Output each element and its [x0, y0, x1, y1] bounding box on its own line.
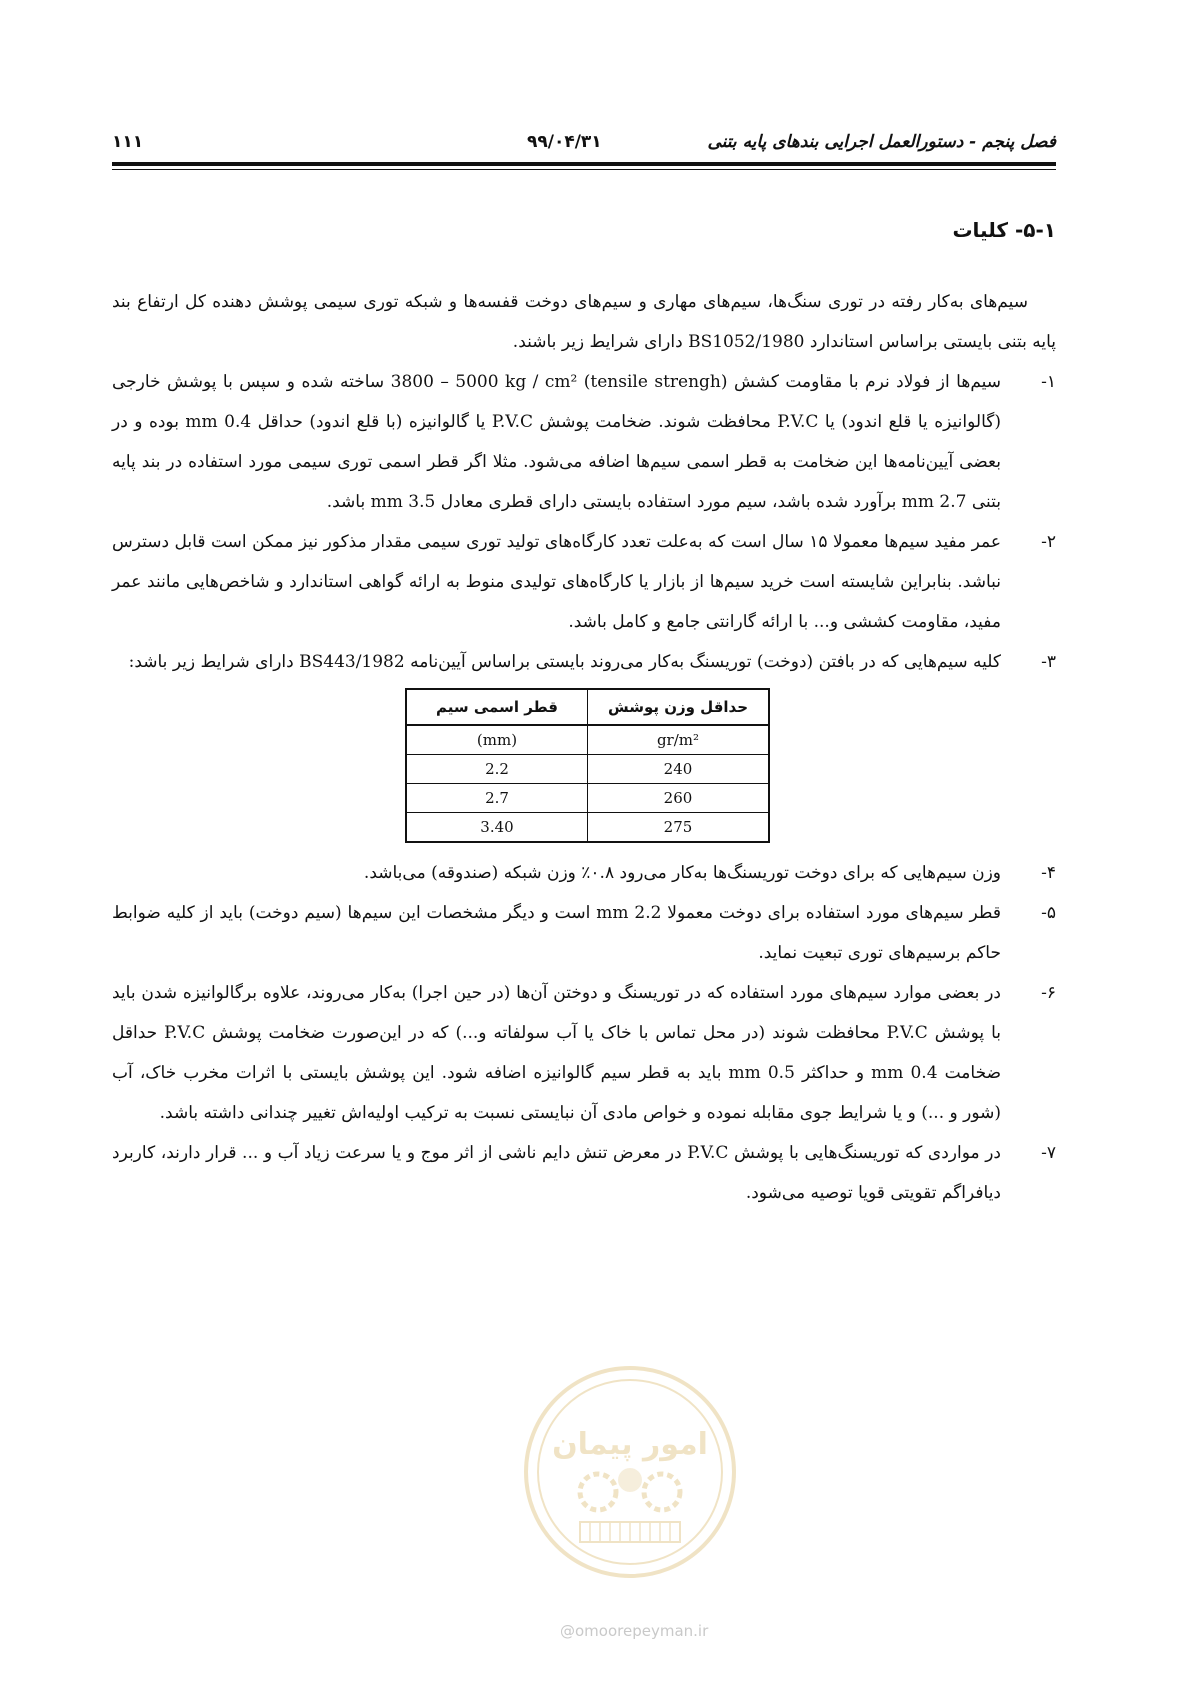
watermark-stamp-icon — [520, 1362, 740, 1582]
page-header — [112, 128, 1056, 158]
list-item-text-continued: ساخته شده و سپس با پوشش خارجی (گالوانیزه یا قلع اندود) یا P.V.C محافظت شوند. ضخامت پوشش P.V.C یا گالوانیزه (با قلع اندود) حداقل 0.4 mm بوده و در بعضی آیین‌نامه‌ها این ضخامت به قطر اسمی سیم‌ها اضافه می‌شود. مثلا اگر قطر اسمی توری سیمی مورد استفاده در بند پایه بتنی 2.7 mm برآورد شده باشد، سیم مورد استفاده بایستی دارای قطری معادل 3.5 mm باشد. — [112, 372, 1002, 512]
list-item-number: ۳- — [1041, 652, 1056, 672]
coating-table-wrapper — [112, 688, 1056, 843]
table-cell-diameter: 3.40 — [406, 813, 588, 843]
section-title: ۵-۱- کلیات — [952, 218, 1056, 242]
list-item-text: کلیه سیم‌هایی که در بافتن (دوخت) توریسنگ به‌کار می‌روند بایستی براساس آیین‌نامه BS443/1982 دارای شرایط زیر باشد: — [128, 652, 1001, 672]
list-item-7 — [112, 1133, 1056, 1213]
list-item-3 — [112, 642, 1056, 682]
list-item-number: ۶- — [1041, 983, 1056, 1003]
table-row — [406, 784, 769, 813]
list-item-4 — [112, 853, 1056, 893]
chapter-title: فصل پنجم - دستورالعمل اجرایی بندهای پایه بتنی — [707, 132, 1056, 152]
list-item-5 — [112, 893, 1056, 973]
table-cell-diameter: 2.7 — [406, 784, 588, 813]
table-cell-weight: 275 — [588, 813, 770, 843]
table-cell-diameter: 2.2 — [406, 755, 588, 784]
list-item-6 — [112, 973, 1056, 1133]
page-number: ۱۱۱ — [112, 132, 144, 152]
coating-table — [405, 688, 770, 843]
list-item-1 — [112, 362, 1056, 522]
list-item-number: ۱- — [1041, 372, 1056, 392]
list-item-text: سیم‌ها از فولاد نرم با مقاومت کشش (tensile strengh) — [583, 372, 1002, 392]
intro-paragraph: سیم‌های به‌کار رفته در توری سنگ‌ها، سیم‌های مهاری و سیم‌های دوخت قفسه‌ها و شبکه توری سیمی پوشش دهنده کل ارتفاع بند پایه بتنی بایستی براساس استاندارد BS1052/1980 دارای شرایط زیر باشند. — [112, 292, 1056, 352]
list-item-number: ۷- — [1041, 1143, 1056, 1163]
list-item-text: در مواردی که توریسنگ‌هایی با پوشش P.V.C در معرض تنش دایم ناشی از اثر موج و یا سرعت زیاد آب و ... قرار دارند، کاربرد دیافراگم تقویتی قویا توصیه می‌شود. — [112, 1143, 1001, 1203]
table-cell-weight: 260 — [588, 784, 770, 813]
header-rule-thin — [112, 169, 1056, 170]
list-item-text: وزن سیم‌هایی که برای دوخت توریسنگ‌ها به‌کار می‌رود ۰.۸٪ وزن شبکه (صندوقه) می‌باشد. — [363, 863, 1001, 883]
table-cell-weight: 240 — [588, 755, 770, 784]
list-item-number: ۲- — [1041, 532, 1056, 552]
table-unit-weight: gr/m² — [588, 725, 770, 755]
table-row — [406, 755, 769, 784]
watermark-url: @omoorepeyman.ir — [560, 1622, 709, 1640]
table-header-diameter: قطر اسمی سیم — [406, 689, 588, 725]
list-item-text: در بعضی موارد سیم‌های مورد استفاده که در توریسنگ و دوختن آن‌ها (در حین اجرا) به‌کار می‌روند، علاوه برگالوانیزه شدن باید با پوشش P.V.C محافظت شوند (در محل تماس با خاک یا آب سولفاته و...) که در این‌صورت ضخامت پوشش P.V.C حداقل ضخامت 0.4 mm و حداکثر 0.5 mm باید به قطر سیم گالوانیزه اضافه شود. این پوشش بایستی با اثرات مخرب خاک، آب (شور و ...) و یا شرایط جوی مقابله نموده و خواص مادی آن نبایستی نسبت به ترکیب اولیه‌اش تغییر چندانی داشته باشد. — [112, 983, 1002, 1123]
list-item-2 — [112, 522, 1056, 642]
table-header-row — [406, 689, 769, 725]
table-row — [406, 813, 769, 843]
document-body — [112, 282, 1056, 1213]
list-item-number: ۴- — [1041, 863, 1056, 883]
header-date: ۹۹/۰۴/۳۱ — [527, 132, 602, 152]
stamp-text: امور پیمان — [552, 1427, 708, 1462]
table-units-row — [406, 725, 769, 755]
header-rule-thick — [112, 162, 1056, 166]
table-header-coating-weight: حداقل وزن پوشش — [588, 689, 770, 725]
list-item-text: قطر سیم‌های مورد استفاده برای دوخت معمولا 2.2 mm است و دیگر مشخصات این سیم‌ها (سیم دوخت) باید از کلیه ضوابط حاکم برسیم‌های توری تبعیت نماید. — [112, 903, 1001, 963]
list-item-text: عمر مفید سیم‌ها معمولا ۱۵ سال است که به‌علت تعدد کارگاه‌های تولید توری سیمی مقدار مذکور نیز ممکن است قابل دسترس نباشد. بنابراین شایسته است خرید سیم‌ها از بازار یا کارگاه‌های تولیدی منوط به ارائه گواهی استاندارد و شاخص‌هایی مانند عمر مفید، مقاومت کششی و... با ارائه گارانتی جامع و کامل باشد. — [112, 532, 1001, 632]
table-unit-diameter: (mm) — [406, 725, 588, 755]
tensile-formula: 3800 – 5000 kg / cm² — [390, 372, 578, 392]
list-item-number: ۵- — [1041, 903, 1056, 923]
